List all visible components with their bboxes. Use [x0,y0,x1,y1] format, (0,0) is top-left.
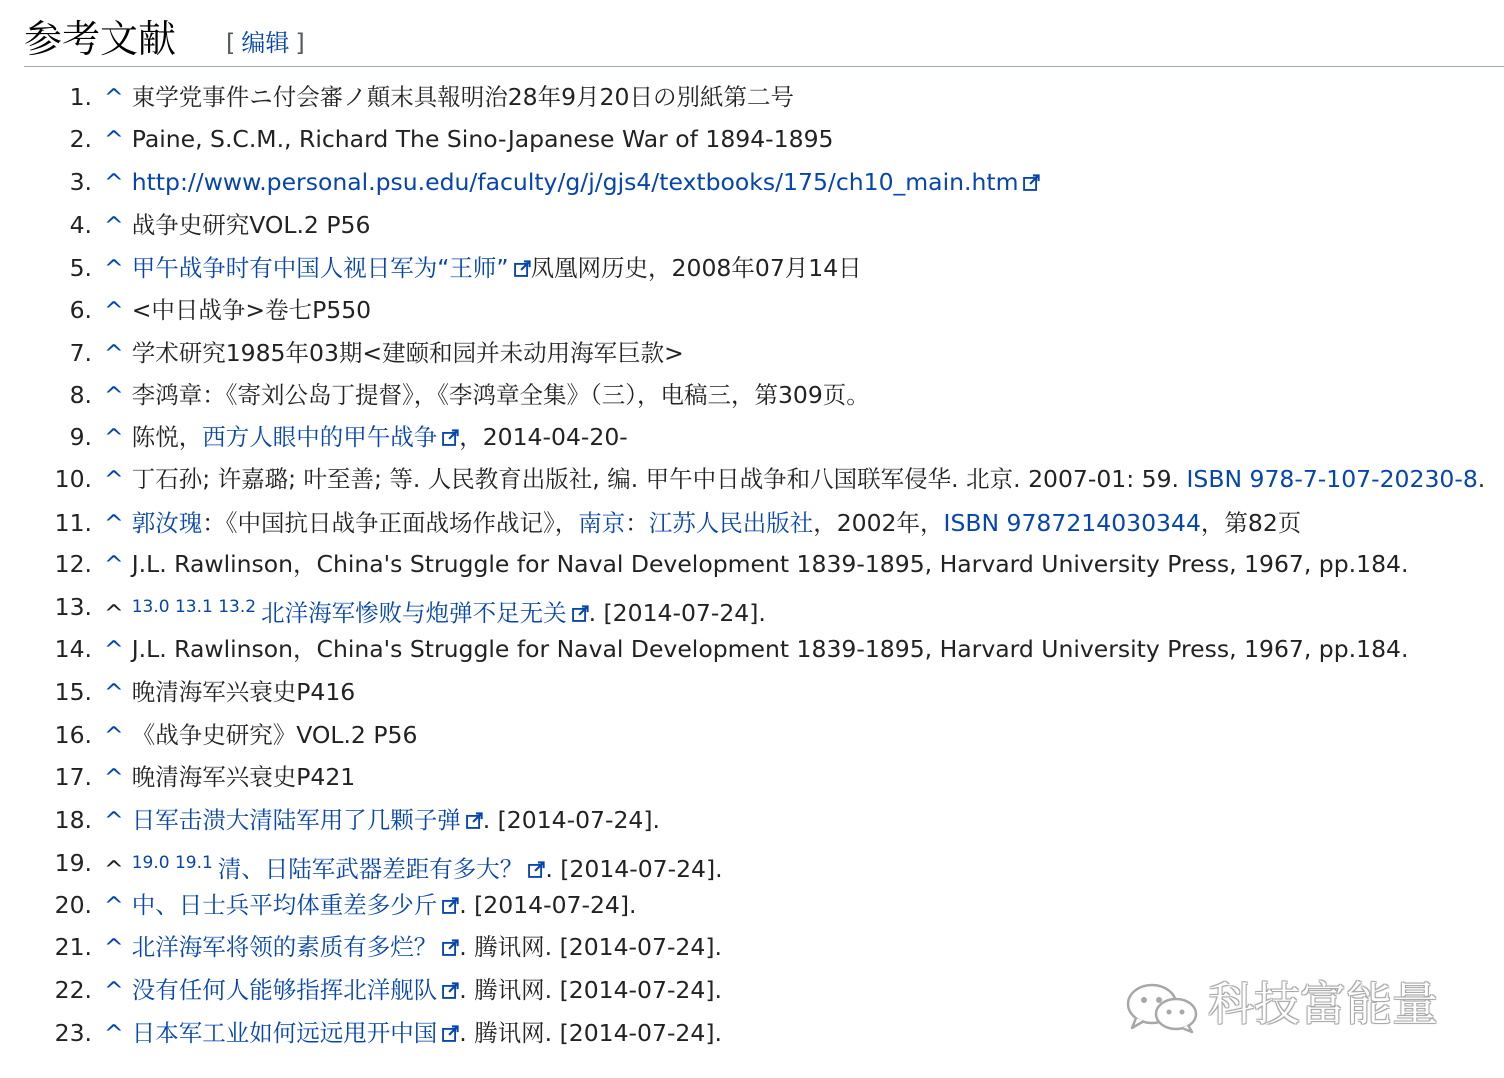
reference-text: 战争史研究VOL.2 P56 [131,211,371,239]
edit-section-link[interactable]: 编辑 [241,29,290,57]
backlink-caret[interactable]: ^ [104,423,124,451]
external-link-icon [442,982,459,999]
backlink-caret[interactable]: ^ [104,296,124,324]
reference-text: 学术研究1985年03期<建颐和园并未动用海军巨款> [131,339,684,367]
reference-item [0,121,1504,157]
reference-link[interactable]: 南京 [578,509,626,537]
reference-number: 9. [69,423,92,451]
backlink-caret[interactable]: ^ [104,721,124,749]
reference-body [104,292,371,328]
reference-body [104,717,417,753]
reference-number: 15. [54,678,92,706]
reference-item [0,845,1504,881]
reference-text: 晚清海军兴衰史P416 [131,678,356,706]
reference-text: 《战争史研究》VOL.2 P56 [131,721,418,749]
reference-item [0,802,1504,838]
external-link-icon [442,429,459,446]
reference-link[interactable]: 郭汝瑰 [131,509,203,537]
reference-body [104,802,660,838]
reference-body [104,461,1485,497]
reference-text: . [1477,465,1486,493]
reference-text: . 腾讯网. [2014-07-24]. [459,976,722,1004]
backlink-caret[interactable]: ^ [104,933,124,961]
reference-text: . [2014-07-24]. [459,891,637,919]
reference-link[interactable]: 没有任何人能够指挥北洋舰队 [131,976,438,1004]
reference-item [0,546,1504,582]
reference-number: 16. [54,721,92,749]
reference-text: . 腾讯网. [2014-07-24]. [459,933,722,961]
external-link-icon [1023,174,1040,191]
reference-text: J.L. Rawlinson，China's Struggle for Naval Development 1839-1895, Harvard University Press, 1967, pp.184. [131,635,1409,663]
edit-bracket-open: [ [226,29,236,57]
reference-item [0,929,1504,965]
reference-item [0,759,1504,795]
reference-text: ，第82页 [1200,509,1302,537]
reference-link[interactable]: http://www.personal.psu.edu/faculty/g/j/gjs4/textbooks/175/ch10_main.htm [131,168,1019,196]
backlink-caret[interactable]: ^ [104,678,124,706]
reference-number: 6. [69,296,92,324]
reference-body [104,929,722,965]
reference-item [0,589,1504,625]
reference-text: J.L. Rawlinson，China's Struggle for Naval Development 1839-1895, Harvard University Press, 1967, pp.184. [131,550,1409,578]
watermark [1122,974,1482,1036]
reference-body [104,419,628,455]
reference-number: 23. [54,1019,92,1047]
reference-body [104,377,870,413]
reference-item [0,292,1504,328]
reference-item [0,377,1504,413]
backlink-caret[interactable]: ^ [104,635,124,663]
backlink-caret[interactable]: ^ [104,806,124,834]
reference-item [0,164,1504,200]
reference-text: Paine, S.C.M., Richard The Sino-Japanese War of 1894-1895 [131,125,834,153]
backlink-caret[interactable]: ^ [104,168,124,196]
reference-number: 10. [54,465,92,493]
backlink-caret[interactable]: ^ [104,891,124,919]
reference-number: 13. [54,593,92,621]
reference-body [104,250,862,286]
reference-text: 陈悦， [131,423,203,451]
reference-number: 1. [69,83,92,111]
backlink-caret[interactable]: ^ [104,254,124,282]
reference-number: 5. [69,254,92,282]
reference-link[interactable]: ISBN 9787214030344 [943,509,1201,537]
reference-number: 4. [69,211,92,239]
backlink-caret[interactable]: ^ [104,339,124,367]
reference-text: ，2014-04-20- [459,423,628,451]
reference-number: 20. [54,891,92,919]
reference-body [104,505,1301,541]
reference-link[interactable]: 西方人眼中的甲午战争 [202,423,438,451]
reference-item [0,717,1504,753]
reference-body [104,79,794,115]
watermark-text: 科技富能量 [1208,977,1438,1031]
external-link-icon [442,939,459,956]
reference-text: <中日战争>卷七P550 [131,296,372,324]
reference-number: 17. [54,763,92,791]
reference-body [104,972,722,1008]
backlink-caret[interactable]: ^ [104,976,124,1004]
reference-body [104,845,723,887]
reference-item [0,335,1504,371]
reference-item [0,505,1504,541]
reference-text: 丁石孙; 许嘉璐; 叶至善; 等. 人民教育出版社, 编. 甲午中日战争和八国联军侵华. 北京. 2007-01: 59. [131,465,1187,493]
reference-link[interactable]: 北洋海军将领的素质有多烂？ [131,933,438,961]
edit-section [220,29,311,57]
reference-text: 李鸿章：《寄刘公岛丁提督》，《李鸿章全集》（三），电稿三，第309页。 [131,381,870,409]
reference-body [104,121,833,157]
section-title: 参考文献 [24,17,177,61]
backlink-caret[interactable]: ^ [104,83,124,111]
reference-item [0,631,1504,667]
backlink-caret: ^ [104,599,124,627]
reference-item [0,887,1504,923]
reference-link[interactable]: 中、日士兵平均体重差多少斤 [131,891,438,919]
reference-text: . [2014-07-24]. [545,855,723,883]
reference-text: . 腾讯网. [2014-07-24]. [459,1019,722,1047]
reference-number: 18. [54,806,92,834]
reference-link[interactable]: ISBN 978-7-107-20230-8 [1186,465,1478,493]
reference-link[interactable]: 北洋海军惨败与炮弹不足无关 [261,599,567,627]
reference-number: 21. [54,933,92,961]
reference-text: . [2014-07-24]. [482,806,661,834]
backlink-caret[interactable]: ^ [104,509,124,537]
reference-link[interactable]: 日军击溃大清陆军用了几颗子弹 [131,806,461,834]
reference-number: 11. [54,509,92,537]
external-link-icon [528,861,545,878]
external-link-icon [442,897,459,914]
reference-number: 7. [69,339,92,367]
backlink-subrefs[interactable]: 19.0 19.1 [131,853,213,873]
reference-body [104,1015,722,1051]
reference-link[interactable]: 江苏人民出版社 [648,509,814,537]
reference-body [104,207,370,243]
backlink-caret[interactable]: ^ [104,381,124,409]
wechat-logo-icon [1122,978,1202,1034]
reference-number: 12. [54,550,92,578]
reference-number: 3. [69,168,92,196]
reference-item [0,79,1504,115]
reference-body [104,759,355,795]
reference-body [104,546,1408,582]
reference-number: 2. [69,125,92,153]
reference-item [0,674,1504,710]
backlink-caret[interactable]: ^ [104,211,124,239]
section-heading [24,10,1504,67]
reference-number: 14. [54,635,92,663]
backlink-caret[interactable]: ^ [104,763,124,791]
backlink-caret[interactable]: ^ [104,550,124,578]
reference-body [104,674,355,710]
external-link-icon [466,812,483,829]
backlink-caret: ^ [104,855,124,883]
backlink-caret[interactable]: ^ [104,465,124,493]
reference-number: 8. [69,381,92,409]
reference-link[interactable]: 甲午战争时有中国人视日军为“王师” [131,254,509,282]
reference-body [104,164,1040,200]
reference-text: ：《中国抗日战争正面战场作战记》， [202,509,579,537]
reference-body [104,589,766,631]
reference-link[interactable]: 清、日陆军武器差距有多大？ [217,855,524,883]
reference-number: 22. [54,976,92,1004]
reference-text: ： [625,509,649,537]
reference-body [104,887,637,923]
reference-item [0,207,1504,243]
reference-text: 東学党事件ニ付会審ノ顛末具報明治28年9月20日の別紙第二号 [131,83,794,111]
reference-item [0,461,1504,497]
reference-body [104,631,1408,667]
reference-number: 19. [54,849,92,877]
edit-bracket-close: ] [295,29,305,57]
reference-text: ，2002年， [813,509,944,537]
reference-item [0,419,1504,455]
external-link-icon [572,605,589,622]
external-link-icon [514,260,531,277]
reference-item [0,250,1504,286]
backlink-subrefs[interactable]: 13.0 13.1 13.2 [131,597,257,617]
external-link-icon [442,1025,459,1042]
reference-body [104,335,684,371]
reference-link[interactable]: 日本军工业如何远远甩开中国 [131,1019,438,1047]
backlink-caret[interactable]: ^ [104,125,124,153]
reference-text: 凤凰网历史，2008年07月14日 [530,254,862,282]
reference-text: . [2014-07-24]. [588,599,766,627]
backlink-caret[interactable]: ^ [104,1019,124,1047]
reference-text: 晚清海军兴衰史P421 [131,763,356,791]
